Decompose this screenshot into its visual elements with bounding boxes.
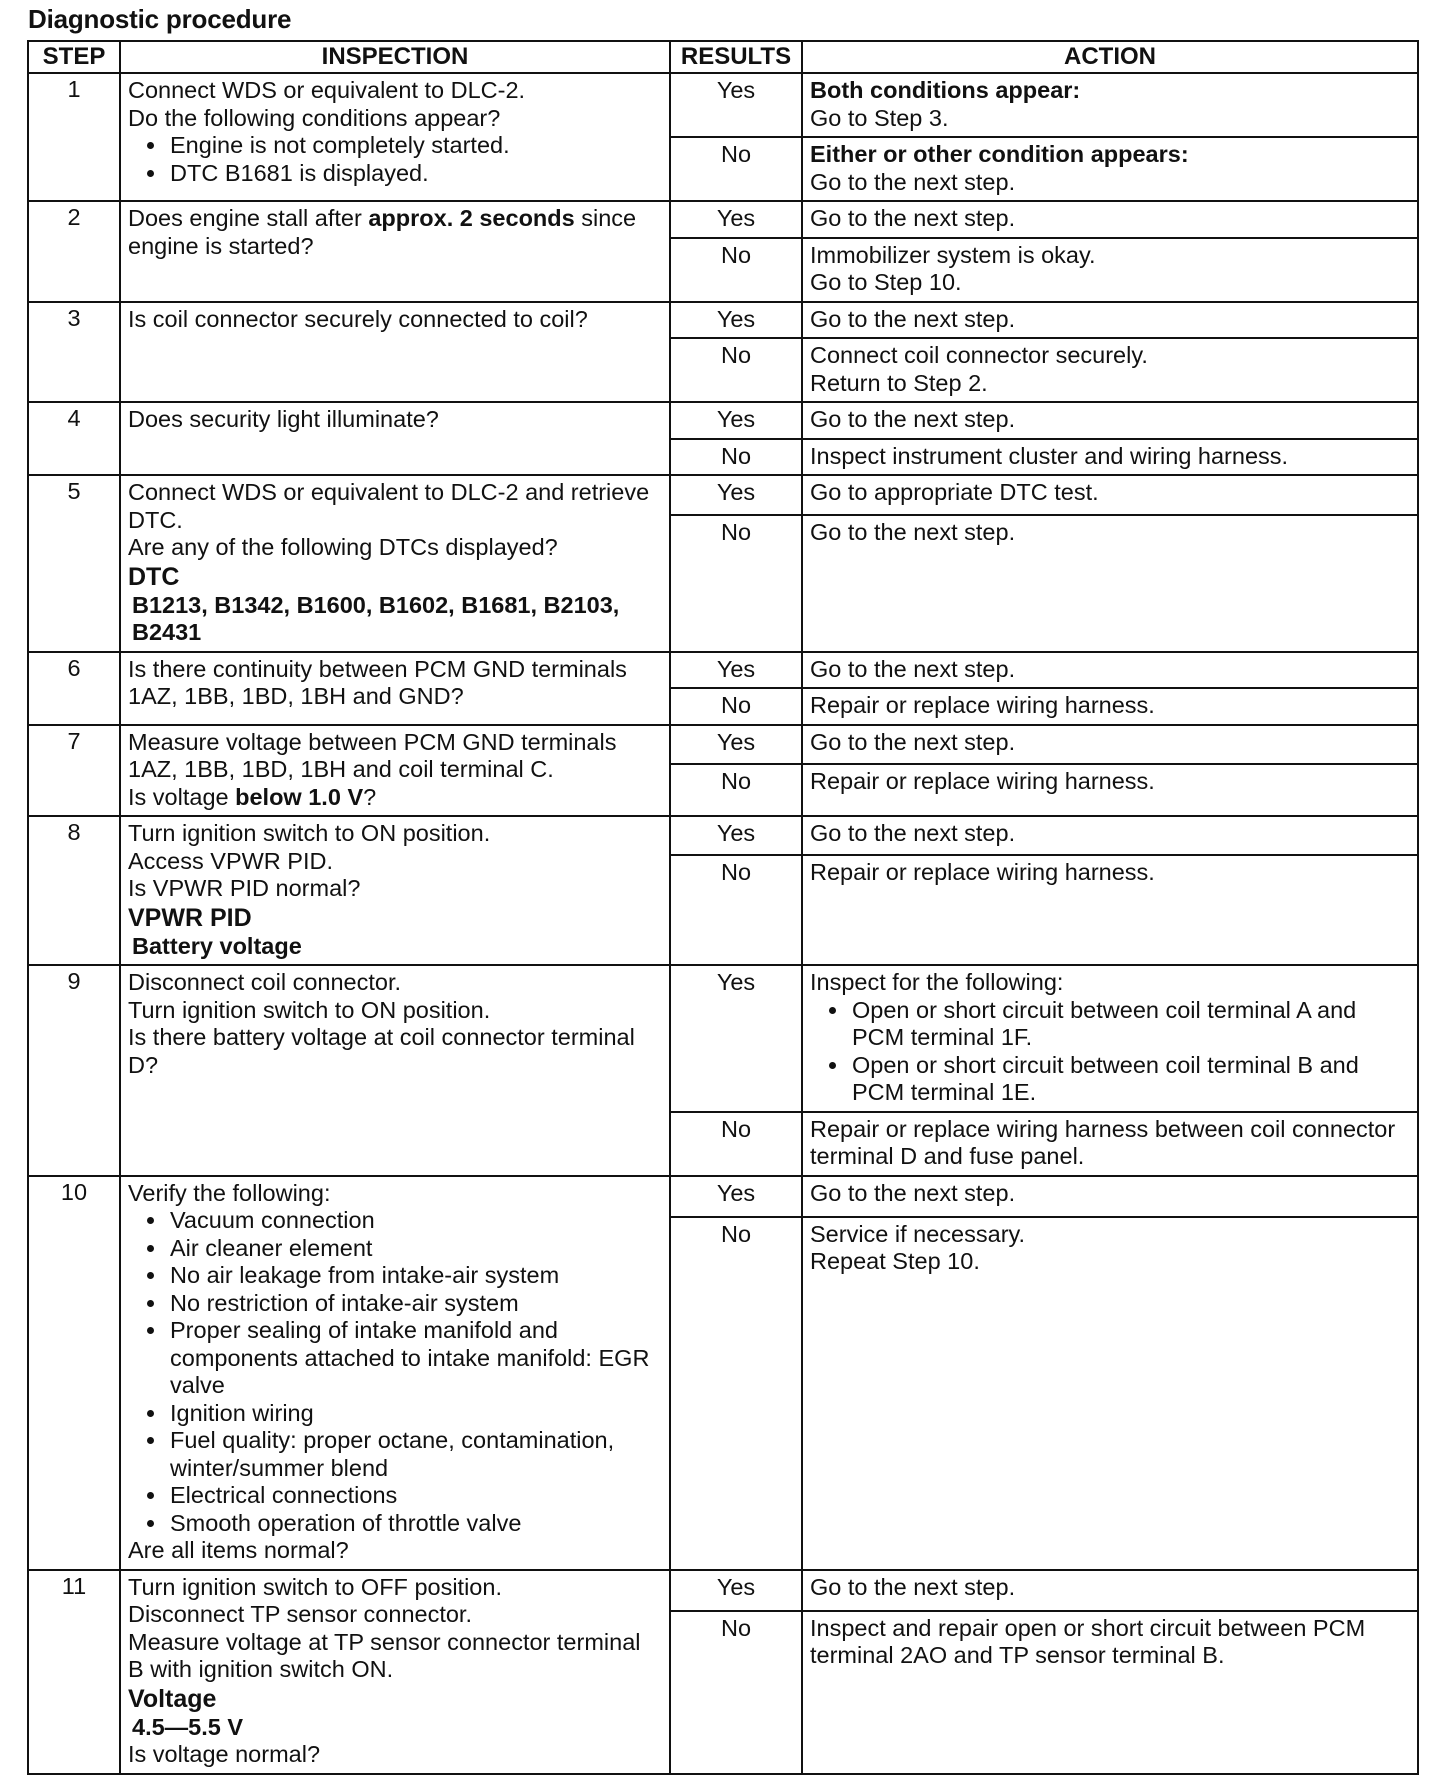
table-row [28, 475, 1418, 515]
table-row [28, 965, 1418, 1112]
action-text: Repair or replace wiring harness. [810, 768, 1155, 795]
inspection-text-pre: Does engine stall after [128, 205, 369, 231]
action-text: Repair or replace wiring harness. [810, 692, 1155, 718]
action-cell [802, 688, 1418, 725]
action-text: Repair or replace wiring harness. [810, 859, 1155, 886]
header-inspection: INSPECTION [120, 41, 670, 73]
inspection-line: Turn ignition switch to ON position. [128, 996, 491, 1023]
result-cell: No [670, 439, 802, 476]
action-line: Go to Step 10. [810, 269, 962, 295]
inspection-bullet: • No restriction of intake-air system [168, 1290, 662, 1318]
inspection-line: Disconnect TP sensor connector. [128, 1601, 472, 1627]
inspection-cell [120, 475, 670, 652]
action-cell [802, 515, 1418, 652]
inspection-line: Turn ignition switch to ON position. [128, 820, 491, 846]
inspection-cell [120, 402, 670, 475]
result-cell: Yes [670, 816, 802, 855]
table-row [28, 725, 1418, 765]
result-cell: Yes [670, 201, 802, 238]
inspection-bullet: • Proper sealing of intake manifold and components attached to intake manifold: EGR valve [168, 1317, 662, 1400]
action-text: Inspect for the following: [810, 969, 1064, 995]
inspection-line: Measure voltage at TP sensor connector terminal B with ignition switch ON. [128, 1628, 641, 1682]
action-text: Go to the next step. [810, 820, 1016, 846]
spec-value: B1213, B1342, B1600, B1602, B1681, B2103, B2431 [132, 591, 620, 645]
step-number: 4 [28, 402, 120, 475]
step-number: 6 [28, 652, 120, 725]
action-cell [802, 965, 1418, 1112]
result-cell: Yes [670, 73, 802, 137]
action-cell [802, 1112, 1418, 1176]
result-cell: Yes [670, 1570, 802, 1611]
inspection-text-post: ? [363, 783, 377, 810]
inspection-line: Connect WDS or equivalent to DLC-2. [128, 77, 526, 103]
action-text: Inspect and repair open or short circuit between PCM terminal 2AO and TP sensor terminal B. [810, 1614, 1366, 1669]
action-line: Connect coil connector securely. [810, 342, 1148, 368]
inspection-question: Is voltage normal? [128, 1741, 321, 1767]
action-cell [802, 302, 1418, 339]
action-text: Go to Step 3. [810, 104, 949, 131]
action-text: Go to the next step. [810, 406, 1016, 432]
inspection-text-post: since engine is started? [128, 205, 637, 259]
action-cell [802, 475, 1418, 515]
inspection-text: Is there continuity between PCM GND terminals 1AZ, 1BB, 1BD, 1BH and GND? [128, 655, 627, 709]
action-cell [802, 1176, 1418, 1217]
inspection-line: Measure voltage between PCM GND terminals 1AZ, 1BB, 1BD, 1BH and coil terminal C. [128, 728, 617, 782]
action-line: Repeat Step 10. [810, 1248, 980, 1275]
inspection-bullet: • Fuel quality: proper octane, contamination, winter/summer blend [168, 1427, 662, 1482]
action-cell [802, 1217, 1418, 1570]
step-number: 9 [28, 965, 120, 1176]
step-number: 11 [28, 1570, 120, 1774]
step-number: 5 [28, 475, 120, 652]
action-bullet-list [810, 997, 1410, 1107]
result-cell: No [670, 764, 802, 816]
result-cell: No [670, 855, 802, 965]
table-row [28, 73, 1418, 137]
action-line: Return to Step 2. [810, 369, 988, 396]
action-cell [802, 652, 1418, 689]
inspection-bullet: • Engine is not completely started. [168, 132, 662, 160]
step-number: 3 [28, 302, 120, 403]
spec-value: Battery voltage [132, 932, 302, 959]
action-text: Repair or replace wiring harness between coil connector terminal D and fuse panel. [810, 1115, 1396, 1169]
action-condition: Either or other condition appears: [810, 141, 1189, 167]
inspection-bullet: • Electrical connections [168, 1482, 662, 1510]
action-bullet: • Open or short circuit between coil terminal A and PCM terminal 1F. [850, 997, 1410, 1052]
action-cell [802, 402, 1418, 439]
inspection-line: Turn ignition switch to OFF position. [128, 1573, 502, 1600]
action-text: Go to the next step. [810, 518, 1016, 545]
action-cell [802, 764, 1418, 816]
table-body [28, 73, 1418, 1774]
spec-value: 4.5—5.5 V [132, 1713, 244, 1740]
action-text: Go to the next step. [810, 305, 1016, 332]
table-row [28, 1176, 1418, 1217]
action-text: Inspect instrument cluster and wiring harness. [810, 442, 1289, 469]
table-row [28, 302, 1418, 339]
action-text: Go to the next step. [810, 728, 1016, 755]
spec-heading: DTC [128, 562, 180, 591]
action-cell [802, 137, 1418, 201]
result-cell: No [670, 238, 802, 302]
inspection-line: Do the following conditions appear? [128, 104, 501, 131]
inspection-line: Is there battery voltage at coil connector terminal D? [128, 1024, 635, 1078]
action-cell [802, 855, 1418, 965]
table-row [28, 652, 1418, 689]
result-cell: Yes [670, 965, 802, 1112]
inspection-line: Are any of the following DTCs displayed? [128, 534, 558, 560]
inspection-cell [120, 652, 670, 725]
inspection-text: Does security light illuminate? [128, 406, 439, 432]
action-cell [802, 238, 1418, 302]
result-cell: Yes [670, 1176, 802, 1217]
inspection-cell [120, 816, 670, 965]
step-number: 1 [28, 73, 120, 201]
inspection-text: Is coil connector securely connected to coil? [128, 305, 588, 332]
table-row [28, 402, 1418, 439]
page-title: Diagnostic procedure [28, 4, 292, 34]
inspection-bullet: • Ignition wiring [168, 1400, 662, 1428]
action-cell [802, 338, 1418, 402]
action-text: Go to the next step. [810, 168, 1016, 195]
inspection-cell [120, 73, 670, 201]
result-cell: No [670, 515, 802, 652]
action-cell [802, 816, 1418, 855]
step-number: 10 [28, 1176, 120, 1570]
inspection-cell [120, 1570, 670, 1774]
action-text: Go to the next step. [810, 205, 1016, 231]
inspection-bullet-list [128, 132, 662, 187]
inspection-bullet: • Smooth operation of throttle valve [168, 1510, 662, 1538]
inspection-line: Verify the following: [128, 1179, 331, 1206]
action-bullet: • Open or short circuit between coil terminal B and PCM terminal 1E. [850, 1052, 1410, 1107]
inspection-cell [120, 965, 670, 1176]
inspection-bullet: • Vacuum connection [168, 1207, 662, 1235]
inspection-cell [120, 302, 670, 403]
inspection-cell [120, 201, 670, 302]
action-cell [802, 73, 1418, 137]
inspection-emphasis: approx. 2 seconds [368, 205, 575, 231]
inspection-question [128, 205, 662, 260]
inspection-text-pre: Is voltage [128, 783, 236, 810]
table-row [28, 816, 1418, 855]
inspection-line: Access VPWR PID. [128, 847, 334, 874]
inspection-line: Is VPWR PID normal? [128, 875, 361, 901]
action-line: Service if necessary. [810, 1220, 1026, 1247]
action-cell [802, 1611, 1418, 1774]
action-cell [802, 725, 1418, 765]
action-text: Go to the next step. [810, 655, 1016, 682]
action-text: Go to the next step. [810, 1179, 1016, 1206]
header-results: RESULTS [670, 41, 802, 73]
inspection-bullet: • Air cleaner element [168, 1235, 662, 1263]
inspection-emphasis: below 1.0 V [235, 783, 364, 810]
inspection-bullet: • DTC B1681 is displayed. [168, 160, 662, 188]
inspection-line: Disconnect coil connector. [128, 969, 402, 995]
action-cell [802, 439, 1418, 476]
header-action: ACTION [802, 41, 1418, 73]
inspection-question: Are all items normal? [128, 1537, 349, 1563]
result-cell: Yes [670, 475, 802, 515]
step-number: 2 [28, 201, 120, 302]
action-cell [802, 1570, 1418, 1611]
inspection-line: Connect WDS or equivalent to DLC-2 and retrieve DTC. [128, 479, 650, 533]
spec-heading: VPWR PID [128, 903, 252, 932]
result-cell: Yes [670, 725, 802, 765]
result-cell: No [670, 1611, 802, 1774]
inspection-bullet: • No air leakage from intake-air system [168, 1262, 662, 1290]
result-cell: Yes [670, 652, 802, 689]
result-cell: No [670, 688, 802, 725]
inspection-question [128, 784, 662, 812]
spec-heading: Voltage [128, 1684, 217, 1713]
action-condition: Both conditions appear: [810, 77, 1081, 103]
result-cell: No [670, 338, 802, 402]
table-row [28, 201, 1418, 238]
table-row [28, 1570, 1418, 1611]
step-number: 7 [28, 725, 120, 817]
header-step: STEP [28, 41, 120, 73]
inspection-bullet-list [128, 1207, 662, 1537]
result-cell: No [670, 1217, 802, 1570]
action-text: Go to the next step. [810, 1573, 1016, 1600]
diagnostic-table [27, 40, 1419, 1775]
result-cell: Yes [670, 402, 802, 439]
inspection-cell [120, 725, 670, 817]
step-number: 8 [28, 816, 120, 965]
action-text: Go to appropriate DTC test. [810, 479, 1099, 505]
result-cell: No [670, 137, 802, 201]
action-line: Immobilizer system is okay. [810, 241, 1096, 268]
table-header-row [28, 41, 1418, 73]
result-cell: Yes [670, 302, 802, 339]
result-cell: No [670, 1112, 802, 1176]
inspection-cell [120, 1176, 670, 1570]
action-cell [802, 201, 1418, 238]
